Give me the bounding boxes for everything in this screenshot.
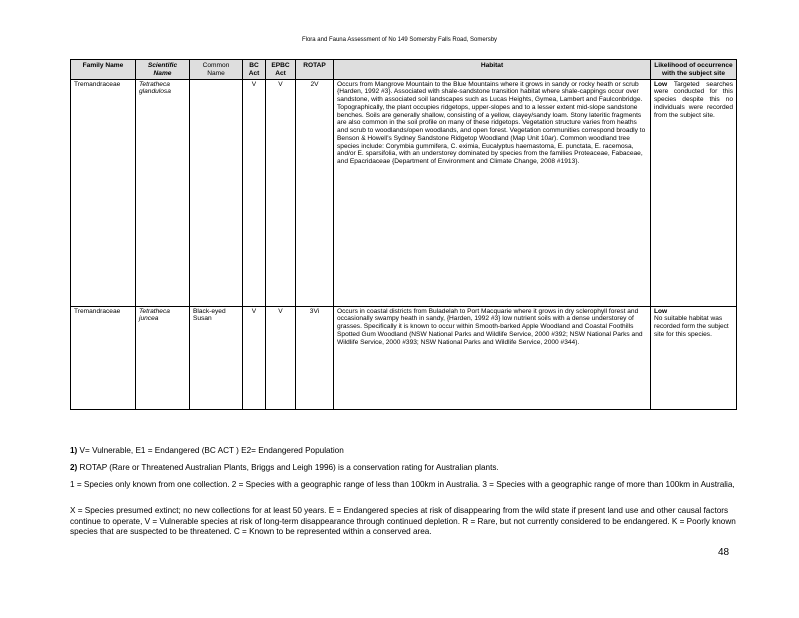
species-table: [70, 59, 737, 410]
note-4: X = Species presumed extinct; no new collections for at least 50 years. E = Endangered species at risk of disappearing from the wild state if present land use and other causal factors continue to operate, V = Vulnerable species at risk of long-term disappearance through continued depletion. R = Rare, but not currently considered to be endangered. K = Poorly known species that are suspected to be threatened. C = Known to be represented within a conserved area.: [70, 506, 736, 537]
common-cell: Black-eyed Susan: [190, 306, 243, 409]
likelihood-cell: [651, 79, 737, 306]
habitat-cell: Occurs from Mangrove Mountain to the Blue Mountains where it grows in sandy or rocky heath or scrub {Harden, 1992 #3}. Associated with shale-sandstone transition habitat where shale-cappings occur over sandstone, with associated soil landscapes such as Lucas Heights, Gymea, Lambert and Faulconbridge. Topographically, the plant occupies ridgetops, upper-slopes and to a lesser extent mid-slope sandstone benches. Soils are generally shallow, consisting of a yellow, clayey/sandy loam. Stony lateritic fragments are also common in the soil profile on many of these ridgetops. Vegetation structure varies from heaths and scrub to woodlands/open woodlands, and open forest. Vegetation communities correspond broadly to Benson & Howell's Sydney Sandstone Ridgetop Woodland (Map Unit 10ar). Common woodland tree species include: Corymbia gummifera, C. eximia, Eucalyptus haemastoma, E. punctata, E. racemosa, and/or E. sparsifolia, with an understorey dominated by species from the families Proteaceae, Fabaceae, and Epacridaceae {Department of Environment and Climate Change, 2008 #1913}.: [334, 79, 651, 306]
table-row: [71, 306, 737, 409]
col-bc-act: BC Act: [243, 60, 266, 80]
page-number: 48: [718, 547, 730, 558]
habitat-cell: Occurs in coastal districts from Buladelah to Port Macquarie where it grows in dry sclerophyll forest and occasionally swampy heath in sandy, {Harden, 1992 #3} low nutrient soils with a dense understorey of grasses. Specifically it is known to occur within Smooth-barked Apple Woodland and Coastal Foothills Spotted Gum Woodland (NSW National Parks and Wildlife Service, 2000 #392; NSW National Parks and Wildlife Service, 2000 #393; NSW National Parks and Wildlife Service, 2000 #344).: [334, 306, 651, 409]
col-scientific-name: Scientific Name: [136, 60, 190, 80]
likelihood-text: Targeted searches were conducted for this species despite this no individuals were recorded from the subject site.: [654, 80, 733, 119]
note-1-text: V= Vulnerable, E1 = Endangered (BC ACT ) E2= Endangered Population: [77, 446, 344, 455]
col-common-name: Common Name: [190, 60, 243, 80]
note-1: [70, 446, 742, 457]
note-1-number: 1): [70, 446, 78, 455]
likelihood-label: Low: [654, 80, 668, 88]
col-rotap: ROTAP: [296, 60, 334, 80]
bc-cell: V: [243, 306, 266, 409]
rotap-cell: 2V: [296, 79, 334, 306]
scientific-cell: Tetratheca juncea: [136, 306, 190, 409]
epbc-cell: V: [266, 79, 296, 306]
col-habitat: Habitat: [334, 60, 651, 80]
page-header: Flora and Fauna Assessment of No 149 Somersby Falls Road, Somersby: [301, 37, 498, 43]
col-likelihood: Likelihood of occurrence with the subject site: [651, 60, 737, 80]
epbc-cell: V: [266, 306, 296, 409]
likelihood-text: No suitable habitat was recorded form the subject site for this species.: [654, 315, 729, 338]
note-3: 1 = Species only known from one collection. 2 = Species with a geographic range of less than 100km in Australia. 3 = Species with a geographic range of more than 100km in Australia,: [70, 480, 735, 489]
col-epbc-act: EPBC Act: [266, 60, 296, 80]
bc-cell: V: [243, 79, 266, 306]
note-2-number: 2): [70, 463, 78, 472]
table-row: [71, 79, 737, 306]
common-cell: [190, 79, 243, 306]
scientific-cell: Tetratheca glandulosa: [136, 79, 190, 306]
likelihood-label: Low: [654, 307, 668, 315]
rotap-cell: 3Vi: [296, 306, 334, 409]
table-header-row: [71, 60, 737, 80]
family-cell: Tremandraceae: [71, 306, 136, 409]
family-cell: Tremandraceae: [71, 79, 136, 306]
likelihood-cell: [651, 306, 737, 409]
col-family-name: Family Name: [71, 60, 136, 80]
note-2-text: ROTAP (Rare or Threatened Australian Plants, Briggs and Leigh 1996) is a conservation rating for Australian plants.: [77, 463, 499, 472]
note-2: [70, 463, 742, 474]
